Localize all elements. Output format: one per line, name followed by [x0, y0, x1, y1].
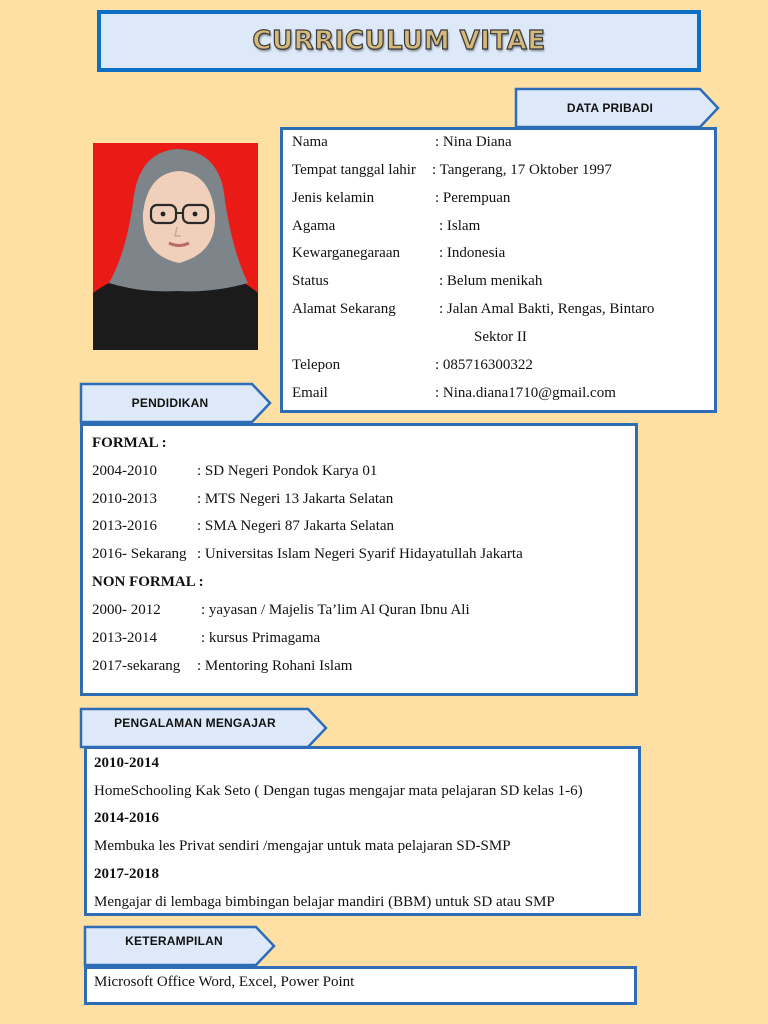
field-label-status: Status — [292, 273, 329, 289]
edu-detail: : SD Negeri Pondok Karya 01 — [197, 463, 378, 479]
edu-detail: : Mentoring Rohani Islam — [197, 658, 353, 674]
edu-year: 2004-2010 — [92, 463, 157, 479]
section-tag-pendidikan — [80, 383, 272, 423]
field-value-ttl: : Tangerang, 17 Oktober 1997 — [432, 162, 612, 178]
profile-photo — [93, 143, 258, 350]
section-tag-data-pribadi — [515, 88, 720, 128]
edu-year: 2013-2014 — [92, 630, 157, 646]
section-tag-pengalaman — [80, 708, 328, 748]
edu-detail: : yayasan / Majelis Ta’lim Al Quran Ibnu Ali — [201, 602, 470, 618]
page-title: CURRICULUM VITAE — [252, 26, 546, 56]
field-label-kewarganegaraan: Kewarganegaraan — [292, 245, 400, 261]
section-label: PENDIDIKAN — [131, 396, 209, 410]
formal-heading: FORMAL : — [92, 435, 167, 451]
edu-year: 2000- 2012 — [92, 602, 161, 618]
field-value-kewarganegaraan: : Indonesia — [439, 245, 506, 261]
field-label-jenis-kelamin: Jenis kelamin — [292, 190, 375, 206]
edu-year: 2016- Sekarang — [92, 546, 187, 562]
field-label-telepon: Telepon — [292, 357, 341, 373]
edu-detail: : MTS Negeri 13 Jakarta Selatan — [197, 491, 394, 507]
section-label: PENGALAMAN MENGAJAR — [114, 716, 276, 730]
field-value-status: : Belum menikah — [439, 273, 543, 289]
field-value-jenis-kelamin: : Perempuan — [435, 190, 511, 206]
skills-text: Microsoft Office Word, Excel, Power Point — [94, 974, 355, 990]
field-label-nama: Nama — [292, 134, 328, 150]
field-label-ttl: Tempat tanggal lahir — [292, 162, 416, 178]
edu-year: 2017-sekarang — [92, 658, 181, 674]
field-value-alamat-line2: Sektor II — [474, 329, 527, 345]
exp-description: HomeSchooling Kak Seto ( Dengan tugas mengajar mata pelajaran SD kelas 1-6) — [94, 783, 583, 799]
edu-detail: : SMA Negeri 87 Jakarta Selatan — [197, 518, 395, 534]
edu-year: 2013-2016 — [92, 518, 157, 534]
section-label: DATA PRIBADI — [566, 101, 654, 115]
field-value-nama: : Nina Diana — [435, 134, 512, 150]
field-value-agama: : Islam — [439, 218, 481, 234]
field-label-alamat: Alamat Sekarang — [292, 301, 396, 317]
field-label-email: Email — [292, 385, 328, 401]
section-tag-keterampilan — [84, 926, 276, 966]
title-banner — [97, 10, 701, 72]
field-value-email: : Nina.diana1710@gmail.com — [435, 385, 616, 401]
exp-period: 2017-2018 — [94, 866, 159, 882]
edu-detail: : kursus Primagama — [201, 630, 321, 646]
exp-description: Mengajar di lembaga bimbingan belajar mandiri (BBM) untuk SD atau SMP — [94, 894, 555, 910]
personal-data-box — [280, 127, 717, 413]
exp-period: 2014-2016 — [94, 810, 159, 826]
skills-box — [84, 966, 637, 1005]
experience-box — [84, 746, 641, 916]
field-value-telepon: : 085716300322 — [435, 357, 533, 373]
exp-period: 2010-2014 — [94, 755, 159, 771]
education-box — [80, 423, 638, 696]
edu-year: 2010-2013 — [92, 491, 157, 507]
field-value-alamat: : Jalan Amal Bakti, Rengas, Bintaro — [439, 301, 655, 317]
nonformal-heading: NON FORMAL : — [92, 574, 204, 590]
section-label: KETERAMPILAN — [125, 934, 223, 948]
edu-detail: : Universitas Islam Negeri Syarif Hidayatullah Jakarta — [197, 546, 523, 562]
exp-description: Membuka les Privat sendiri /mengajar untuk mata pelajaran SD-SMP — [94, 838, 511, 854]
field-label-agama: Agama — [292, 218, 336, 234]
